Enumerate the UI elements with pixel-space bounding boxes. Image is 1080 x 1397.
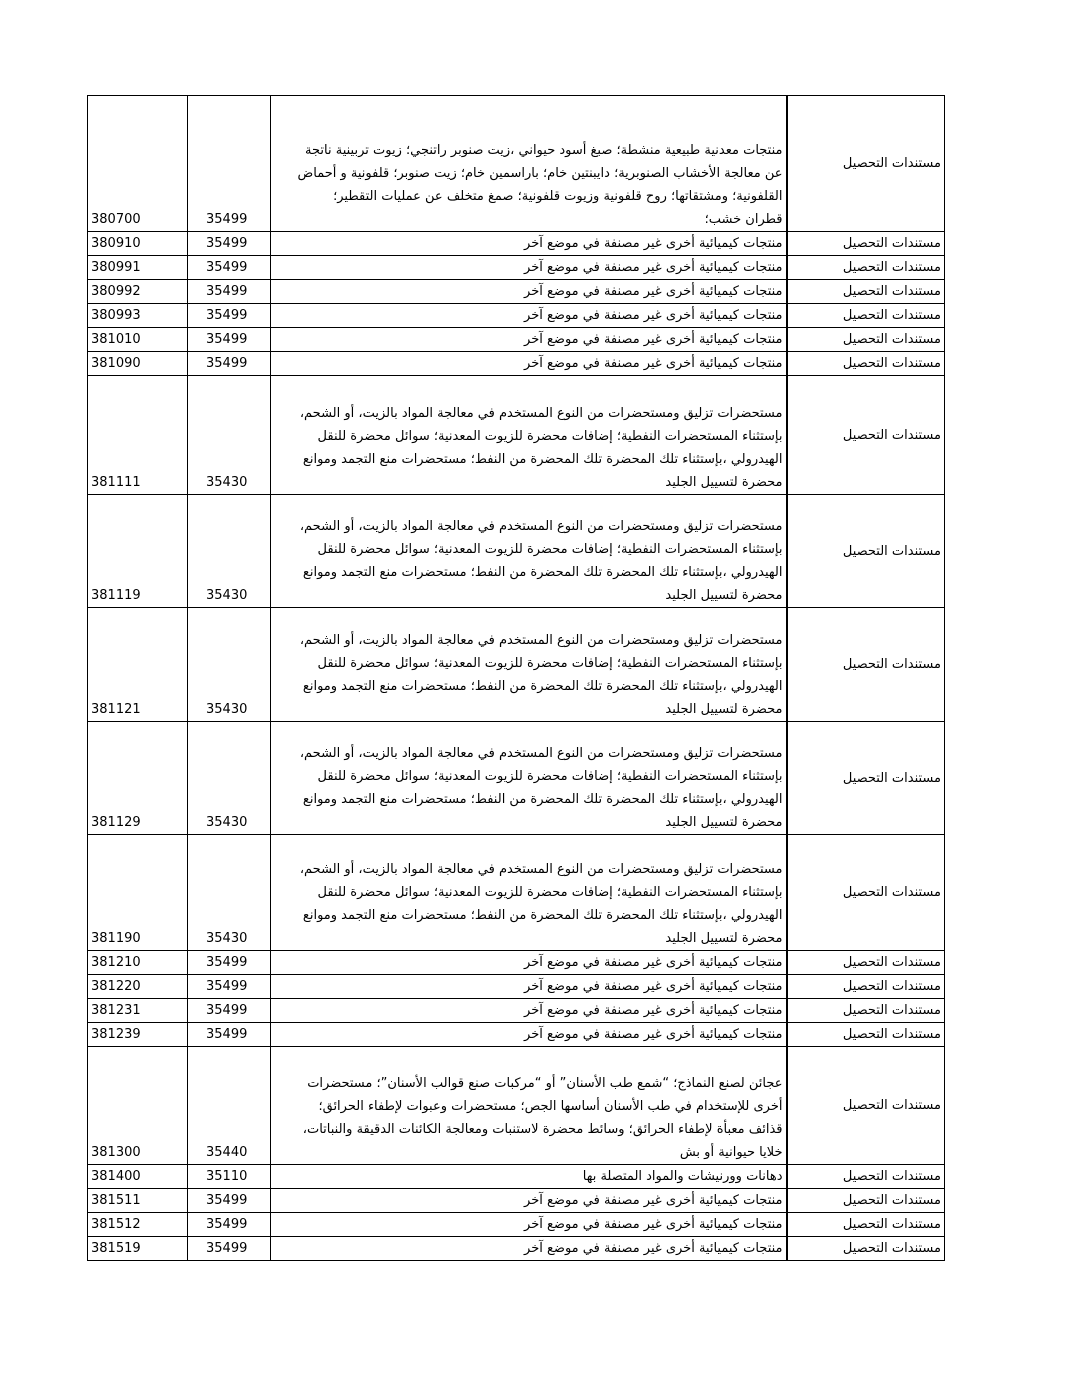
description-cell: منتجات كيميائية أخرى غير مصنفة في موضع آخر xyxy=(271,328,787,352)
description-cell: مستحضرات تزليق ومستحضرات من النوع المستخدم في معالجة المواد بالزيت، أو الشحم، بإستثناء المستحضرات النفطية؛ إضافات محضرة للزيوت المعدنية؛ سوائل محضرة للنقل الهيدرولي ،بإستثناء تلك المحضرة تلك المحضرة من النفط؛ مستحضرات منع التجمد وموانع محضرة لتسييل الجليد xyxy=(271,495,787,608)
hs-code-cell: 381190 xyxy=(88,835,188,951)
table-row xyxy=(88,495,945,608)
category-code-cell: 35440 xyxy=(188,1047,271,1165)
hs-code-cell: 381239 xyxy=(88,1023,188,1047)
document-type-cell: مستندات التحصيل xyxy=(787,999,945,1023)
table-row xyxy=(88,999,945,1023)
category-code-cell: 35430 xyxy=(188,608,271,722)
description-cell: منتجات كيميائية أخرى غير مصنفة في موضع آخر xyxy=(271,256,787,280)
description-cell: مستحضرات تزليق ومستحضرات من النوع المستخدم في معالجة المواد بالزيت، أو الشحم، بإستثناء المستحضرات النفطية؛ إضافات محضرة للزيوت المعدنية؛ سوائل محضرة للنقل الهيدرولي ،بإستثناء تلك المحضرة تلك المحضرة من النفط؛ مستحضرات منع التجمد وموانع محضرة لتسييل الجليد xyxy=(271,376,787,495)
document-type-cell: مستندات التحصيل xyxy=(787,1189,945,1213)
document-type-cell: مستندات التحصيل xyxy=(787,722,945,835)
hs-code-cell: 381220 xyxy=(88,975,188,999)
hs-code-cell: 381111 xyxy=(88,376,188,495)
category-code-cell: 35499 xyxy=(188,999,271,1023)
document-type-cell: مستندات التحصيل xyxy=(787,1213,945,1237)
document-type-cell: مستندات التحصيل xyxy=(787,304,945,328)
description-cell: منتجات كيميائية أخرى غير مصنفة في موضع آخر xyxy=(271,975,787,999)
category-code-cell: 35499 xyxy=(188,280,271,304)
description-cell: منتجات كيميائية أخرى غير مصنفة في موضع آخر xyxy=(271,999,787,1023)
description-cell: منتجات كيميائية أخرى غير مصنفة في موضع آخر xyxy=(271,352,787,376)
hs-code-cell: 381300 xyxy=(88,1047,188,1165)
description-cell: مستحضرات تزليق ومستحضرات من النوع المستخدم في معالجة المواد بالزيت، أو الشحم، بإستثناء المستحضرات النفطية؛ إضافات محضرة للزيوت المعدنية؛ سوائل محضرة للنقل الهيدرولي ،بإستثناء تلك المحضرة تلك المحضرة من النفط؛ مستحضرات منع التجمد وموانع محضرة لتسييل الجليد xyxy=(271,608,787,722)
category-code-cell: 35499 xyxy=(188,1237,271,1261)
table-row xyxy=(88,951,945,975)
description-cell: منتجات معدنية طبيعية منشطة؛ صبغ أسود حيواني ،زيت صنوبر راتنجي؛ زيوت تربينية ناتجة عن معالجة الأخشاب الصنوبرية؛ دايبنتين خام؛ باراسمين خام؛ زيت صنوبر؛ قلفونية و أحماض القلفونية؛ ومشتقاتها؛ روح قلفونية وزيوت قلفونية؛ صمغ متخلف عن عمليات التقطير؛ قطران خشب؛ xyxy=(271,96,787,232)
category-code-cell: 35430 xyxy=(188,835,271,951)
category-code-cell: 35499 xyxy=(188,304,271,328)
category-code-cell: 35430 xyxy=(188,376,271,495)
document-type-cell: مستندات التحصيل xyxy=(787,1165,945,1189)
table-row xyxy=(88,328,945,352)
document-type-cell: مستندات التحصيل xyxy=(787,1047,945,1165)
table-row xyxy=(88,1165,945,1189)
hs-code-cell: 381519 xyxy=(88,1237,188,1261)
description-cell: منتجات كيميائية أخرى غير مصنفة في موضع آخر xyxy=(271,280,787,304)
category-code-cell: 35499 xyxy=(188,256,271,280)
description-cell: مستحضرات تزليق ومستحضرات من النوع المستخدم في معالجة المواد بالزيت، أو الشحم، بإستثناء المستحضرات النفطية؛ إضافات محضرة للزيوت المعدنية؛ سوائل محضرة للنقل الهيدرولي ،بإستثناء تلك المحضرة تلك المحضرة من النفط؛ مستحضرات منع التجمد وموانع محضرة لتسييل الجليد xyxy=(271,722,787,835)
category-code-cell: 35499 xyxy=(188,1023,271,1047)
table-row xyxy=(88,352,945,376)
category-code-cell: 35499 xyxy=(188,96,271,232)
hs-code-cell: 381090 xyxy=(88,352,188,376)
hs-code-cell: 381231 xyxy=(88,999,188,1023)
description-cell: منتجات كيميائية أخرى غير مصنفة في موضع آخر xyxy=(271,1023,787,1047)
hs-code-cell: 380910 xyxy=(88,232,188,256)
tariff-table-body xyxy=(88,96,945,1261)
description-cell: منتجات كيميائية أخرى غير مصنفة في موضع آخر xyxy=(271,1237,787,1261)
hs-code-cell: 381210 xyxy=(88,951,188,975)
table-row xyxy=(88,835,945,951)
hs-code-cell: 380700 xyxy=(88,96,188,232)
hs-code-cell: 380993 xyxy=(88,304,188,328)
document-type-cell: مستندات التحصيل xyxy=(787,951,945,975)
hs-code-cell: 381511 xyxy=(88,1189,188,1213)
category-code-cell: 35430 xyxy=(188,495,271,608)
table-row xyxy=(88,1023,945,1047)
document-type-cell: مستندات التحصيل xyxy=(787,376,945,495)
document-type-cell: مستندات التحصيل xyxy=(787,256,945,280)
table-row xyxy=(88,1047,945,1165)
document-type-cell: مستندات التحصيل xyxy=(787,1237,945,1261)
category-code-cell: 35499 xyxy=(188,951,271,975)
hs-code-cell: 381129 xyxy=(88,722,188,835)
description-cell: منتجات كيميائية أخرى غير مصنفة في موضع آخر xyxy=(271,951,787,975)
table-row xyxy=(88,96,945,232)
document-type-cell: مستندات التحصيل xyxy=(787,232,945,256)
document-type-cell: مستندات التحصيل xyxy=(787,1023,945,1047)
document-type-cell: مستندات التحصيل xyxy=(787,328,945,352)
description-cell: عجائن لصنع النماذج؛ “شمع طب الأسنان” أو “مركبات صنع قوالب الأسنان”؛ مستحضرات أخرى للإستخدام في طب الأسنان أساسها الجص؛ مستحضرات وعبوات لإطفاء الحرائق؛ قذائف معبأة لإطفاء الحرائق؛ وسائط محضرة لاستنبات ومعالجة الكائنات الدقيقة والنباتات، خلايا حيوانية أو بش xyxy=(271,1047,787,1165)
description-cell: منتجات كيميائية أخرى غير مصنفة في موضع آخر xyxy=(271,304,787,328)
table-row xyxy=(88,280,945,304)
hs-code-cell: 381119 xyxy=(88,495,188,608)
table-row xyxy=(88,975,945,999)
table-row xyxy=(88,376,945,495)
hs-code-cell: 381512 xyxy=(88,1213,188,1237)
description-cell: مستحضرات تزليق ومستحضرات من النوع المستخدم في معالجة المواد بالزيت، أو الشحم، بإستثناء المستحضرات النفطية؛ إضافات محضرة للزيوت المعدنية؛ سوائل محضرة للنقل الهيدرولي ،بإستثناء تلك المحضرة تلك المحضرة من النفط؛ مستحضرات منع التجمد وموانع محضرة لتسييل الجليد xyxy=(271,835,787,951)
table-row xyxy=(88,1237,945,1261)
document-type-cell: مستندات التحصيل xyxy=(787,835,945,951)
document-type-cell: مستندات التحصيل xyxy=(787,96,945,232)
description-cell: منتجات كيميائية أخرى غير مصنفة في موضع آخر xyxy=(271,232,787,256)
table-row xyxy=(88,1213,945,1237)
table-row xyxy=(88,1189,945,1213)
category-code-cell: 35430 xyxy=(188,722,271,835)
category-code-cell: 35499 xyxy=(188,1213,271,1237)
document-type-cell: مستندات التحصيل xyxy=(787,352,945,376)
hs-code-cell: 381121 xyxy=(88,608,188,722)
description-cell: منتجات كيميائية أخرى غير مصنفة في موضع آخر xyxy=(271,1189,787,1213)
hs-code-cell: 380992 xyxy=(88,280,188,304)
table-row xyxy=(88,608,945,722)
category-code-cell: 35499 xyxy=(188,232,271,256)
table-row xyxy=(88,256,945,280)
hs-code-cell: 381010 xyxy=(88,328,188,352)
category-code-cell: 35110 xyxy=(188,1165,271,1189)
table-row xyxy=(88,722,945,835)
description-cell: منتجات كيميائية أخرى غير مصنفة في موضع آخر xyxy=(271,1213,787,1237)
document-type-cell: مستندات التحصيل xyxy=(787,608,945,722)
document-type-cell: مستندات التحصيل xyxy=(787,280,945,304)
hs-code-cell: 381400 xyxy=(88,1165,188,1189)
tariff-table xyxy=(87,95,945,1261)
category-code-cell: 35499 xyxy=(188,1189,271,1213)
category-code-cell: 35499 xyxy=(188,352,271,376)
hs-code-cell: 380991 xyxy=(88,256,188,280)
table-row xyxy=(88,304,945,328)
document-type-cell: مستندات التحصيل xyxy=(787,495,945,608)
category-code-cell: 35499 xyxy=(188,975,271,999)
table-row xyxy=(88,232,945,256)
description-cell: دهانات وورنيشات والمواد المتصلة بها xyxy=(271,1165,787,1189)
category-code-cell: 35499 xyxy=(188,328,271,352)
document-type-cell: مستندات التحصيل xyxy=(787,975,945,999)
